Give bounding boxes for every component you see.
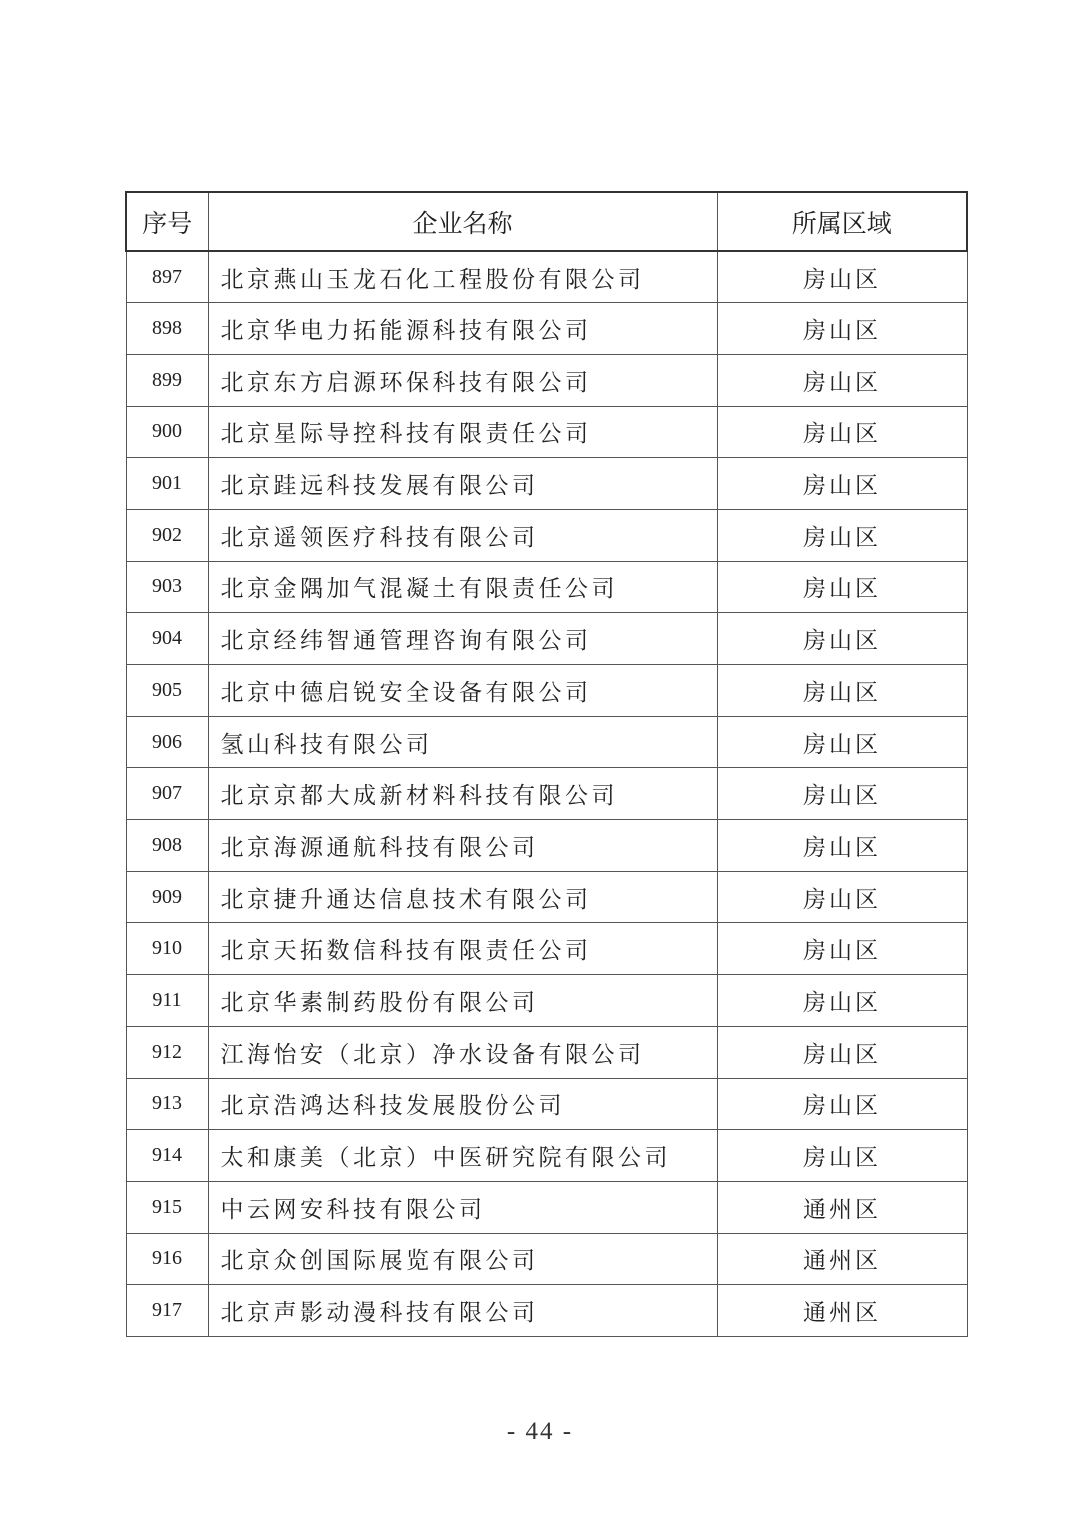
cell-region: 房山区 xyxy=(717,1130,967,1182)
page-number: - 44 - xyxy=(506,1418,574,1445)
cell-seq: 904 xyxy=(126,613,208,665)
table-row xyxy=(126,613,967,665)
cell-region: 房山区 xyxy=(717,1078,967,1130)
cell-seq: 906 xyxy=(126,716,208,768)
cell-region: 房山区 xyxy=(717,923,967,975)
table-row xyxy=(126,1130,967,1182)
table-row xyxy=(126,820,967,872)
cell-company-name: 北京经纬智通管理咨询有限公司 xyxy=(208,613,717,665)
table-row xyxy=(126,1181,967,1233)
cell-seq: 908 xyxy=(126,820,208,872)
cell-seq: 910 xyxy=(126,923,208,975)
table-row xyxy=(126,923,967,975)
cell-company-name: 北京跬远科技发展有限公司 xyxy=(208,458,717,510)
enterprise-table xyxy=(125,191,968,1337)
table-row xyxy=(126,975,967,1027)
cell-company-name: 中云网安科技有限公司 xyxy=(208,1181,717,1233)
table-row xyxy=(126,509,967,561)
cell-seq: 916 xyxy=(126,1233,208,1285)
cell-company-name: 北京星际导控科技有限责任公司 xyxy=(208,406,717,458)
table-row xyxy=(126,1078,967,1130)
cell-region: 房山区 xyxy=(717,975,967,1027)
cell-company-name: 北京金隅加气混凝土有限责任公司 xyxy=(208,561,717,613)
cell-region: 房山区 xyxy=(717,768,967,820)
cell-seq: 912 xyxy=(126,1026,208,1078)
cell-company-name: 北京捷升通达信息技术有限公司 xyxy=(208,871,717,923)
cell-company-name: 北京华电力拓能源科技有限公司 xyxy=(208,303,717,355)
cell-region: 房山区 xyxy=(717,613,967,665)
cell-company-name: 北京中德启锐安全设备有限公司 xyxy=(208,665,717,717)
table-row xyxy=(126,1285,967,1337)
cell-company-name: 氢山科技有限公司 xyxy=(208,716,717,768)
cell-region: 房山区 xyxy=(717,561,967,613)
cell-seq: 899 xyxy=(126,354,208,406)
cell-company-name: 太和康美（北京）中医研究院有限公司 xyxy=(208,1130,717,1182)
cell-region: 房山区 xyxy=(717,354,967,406)
cell-region: 房山区 xyxy=(717,871,967,923)
cell-region: 房山区 xyxy=(717,458,967,510)
table-body xyxy=(126,251,967,1336)
cell-seq: 914 xyxy=(126,1130,208,1182)
cell-seq: 901 xyxy=(126,458,208,510)
cell-seq: 917 xyxy=(126,1285,208,1337)
table-row xyxy=(126,871,967,923)
cell-company-name: 北京京都大成新材料科技有限公司 xyxy=(208,768,717,820)
table-row xyxy=(126,1026,967,1078)
table-row xyxy=(126,251,967,303)
table-row xyxy=(126,1233,967,1285)
cell-region: 房山区 xyxy=(717,1026,967,1078)
cell-seq: 909 xyxy=(126,871,208,923)
table-row xyxy=(126,665,967,717)
cell-region: 房山区 xyxy=(717,251,967,303)
header-region: 所属区域 xyxy=(717,192,967,251)
cell-region: 房山区 xyxy=(717,303,967,355)
header-company-name: 企业名称 xyxy=(208,192,717,251)
cell-company-name: 北京东方启源环保科技有限公司 xyxy=(208,354,717,406)
cell-seq: 913 xyxy=(126,1078,208,1130)
cell-company-name: 北京海源通航科技有限公司 xyxy=(208,820,717,872)
cell-region: 通州区 xyxy=(717,1233,967,1285)
cell-company-name: 北京遥领医疗科技有限公司 xyxy=(208,509,717,561)
cell-company-name: 北京燕山玉龙石化工程股份有限公司 xyxy=(208,251,717,303)
cell-seq: 905 xyxy=(126,665,208,717)
cell-seq: 898 xyxy=(126,303,208,355)
cell-region: 房山区 xyxy=(717,509,967,561)
cell-company-name: 北京浩鸿达科技发展股份公司 xyxy=(208,1078,717,1130)
cell-company-name: 北京声影动漫科技有限公司 xyxy=(208,1285,717,1337)
cell-region: 通州区 xyxy=(717,1285,967,1337)
table-row xyxy=(126,303,967,355)
table-row xyxy=(126,354,967,406)
cell-region: 通州区 xyxy=(717,1181,967,1233)
cell-seq: 900 xyxy=(126,406,208,458)
table-header-row xyxy=(126,192,967,251)
cell-seq: 897 xyxy=(126,251,208,303)
cell-company-name: 北京天拓数信科技有限责任公司 xyxy=(208,923,717,975)
cell-seq: 903 xyxy=(126,561,208,613)
cell-company-name: 江海怡安（北京）净水设备有限公司 xyxy=(208,1026,717,1078)
cell-region: 房山区 xyxy=(717,665,967,717)
header-seq: 序号 xyxy=(126,192,208,251)
table-row xyxy=(126,768,967,820)
table-row xyxy=(126,458,967,510)
cell-company-name: 北京众创国际展览有限公司 xyxy=(208,1233,717,1285)
cell-seq: 907 xyxy=(126,768,208,820)
cell-seq: 911 xyxy=(126,975,208,1027)
cell-region: 房山区 xyxy=(717,820,967,872)
table-row xyxy=(126,716,967,768)
table-row xyxy=(126,561,967,613)
cell-company-name: 北京华素制药股份有限公司 xyxy=(208,975,717,1027)
cell-seq: 915 xyxy=(126,1181,208,1233)
table-row xyxy=(126,406,967,458)
cell-seq: 902 xyxy=(126,509,208,561)
cell-region: 房山区 xyxy=(717,406,967,458)
cell-region: 房山区 xyxy=(717,716,967,768)
